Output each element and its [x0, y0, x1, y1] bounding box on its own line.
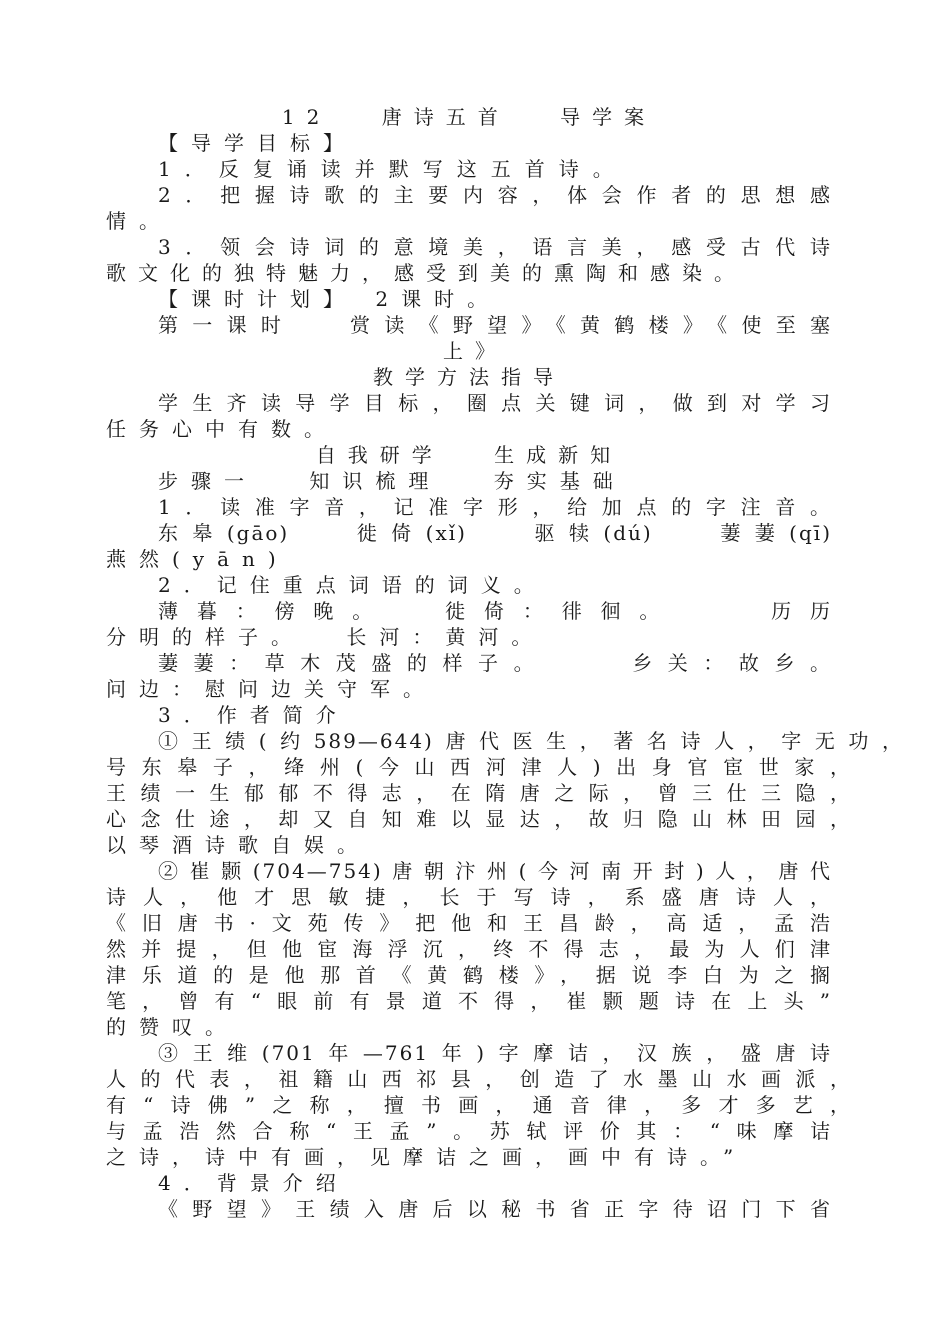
author-wangwei-2: 人的代表，祖籍山西祁县，创造了水墨山水画派，: [106, 1067, 852, 1091]
author-cuihao-4: 然并提，但他宦海浮沉，终不得志，最为人们津: [106, 937, 832, 961]
vocabulary-line-1: 薄暮：傍晚。 徙倚：徘徊。 历历: [158, 599, 832, 623]
vocabulary-line-4: 问边：慰问边关守军。: [106, 677, 436, 701]
author-cuihao-2: 诗人，他才思敏捷，长于写诗，系盛唐诗人，: [106, 885, 832, 909]
goal-item-1: 1．反复诵读并默写这五首诗。: [158, 157, 627, 181]
author-cuihao-6: 笔，曾有“眼前有景道不得，崔颢题诗在上头”: [106, 989, 832, 1013]
author-wangji-3: 王绩一生郁郁不得志，在隋唐之际，曾三仕三隐，: [106, 781, 852, 805]
page-title: 12 唐诗五首 导学案: [281, 105, 657, 129]
background-text-1: 《野望》王绩入唐后以秘书省正字待诏门下省: [158, 1197, 832, 1221]
goal-item-2: 2．把握诗歌的主要内容，体会作者的思想感: [158, 183, 832, 207]
lesson-one-heading-cont: 上》: [443, 339, 507, 363]
author-wangji-5: 以琴酒诗歌自娱。: [106, 833, 370, 857]
item-vocabulary: 2．记住重点词语的词义。: [158, 573, 547, 597]
vocabulary-line-3: 萋萋：草木茂盛的样子。 乡关：故乡。: [158, 651, 832, 675]
goal-item-3-cont: 歌文化的独特魅力，感受到美的熏陶和感染。: [106, 261, 746, 285]
author-cuihao-1: ②崔颢(704—754)唐朝汴州(今河南开封)人，唐代: [158, 859, 832, 883]
lesson-one-heading: 第一课时 赏读《野望》《黄鹤楼》《使至塞: [158, 313, 832, 337]
author-wangji-1: ①王绩(约589—644)唐代医生，著名诗人，字无功，: [158, 729, 904, 753]
pronunciation-list: 东皋(gāo) 徙倚(xǐ) 驱犊(dú) 萋萋(qī): [158, 521, 832, 545]
goal-item-3: 3．领会诗词的意境美，语言美，感受古代诗: [158, 235, 832, 259]
method-text: 学生齐读导学目标，圈点关键词，做到对学习: [158, 391, 832, 415]
goal-item-2-cont: 情。: [106, 209, 172, 233]
item-pronunciation: 1．读准字音，记准字形，给加点的字注音。: [158, 495, 832, 519]
item-background: 4．背景介绍: [158, 1171, 349, 1195]
author-cuihao-7: 的赞叹。: [106, 1015, 238, 1039]
author-cuihao-3: 《旧唐书·文苑传》把他和王昌龄，高适，孟浩: [106, 911, 832, 935]
pronunciation-list-cont: 燕然(yān): [106, 547, 289, 571]
item-author-intro: 3．作者简介: [158, 703, 349, 727]
method-heading: 教学方法指导: [373, 365, 565, 389]
vocabulary-line-2: 分明的样子。 长河：黄河。: [106, 625, 545, 649]
author-wangwei-1: ③王维(701年—761年)字摩诘，汉族，盛唐诗: [158, 1041, 832, 1065]
self-study-heading: 自我研学 生成新知: [315, 443, 623, 467]
author-cuihao-5: 津乐道的是他那首《黄鹤楼》，据说李白为之搁: [106, 963, 832, 987]
step-one-heading: 步骤一 知识梳理 夯实基础: [158, 469, 626, 493]
author-wangwei-3: 有“诗佛”之称，擅书画，通音律，多才多艺，: [106, 1093, 852, 1117]
author-wangji-4: 心念仕途，却又自知难以显达，故归隐山林田园，: [106, 807, 852, 831]
author-wangji-2: 号东皋子，绛州(今山西河津人)出身官宦世家，: [106, 755, 852, 779]
section-heading-goals: 【导学目标】: [158, 131, 356, 155]
author-wangwei-4: 与孟浩然合称“王孟”。苏轼评价其：“味摩诘: [106, 1119, 832, 1143]
author-wangwei-5: 之诗，诗中有画，见摩诘之画，画中有诗。”: [106, 1145, 747, 1169]
section-heading-plan: 【课时计划】 2课时。: [158, 287, 501, 311]
method-text-cont: 任务心中有数。: [106, 417, 337, 441]
